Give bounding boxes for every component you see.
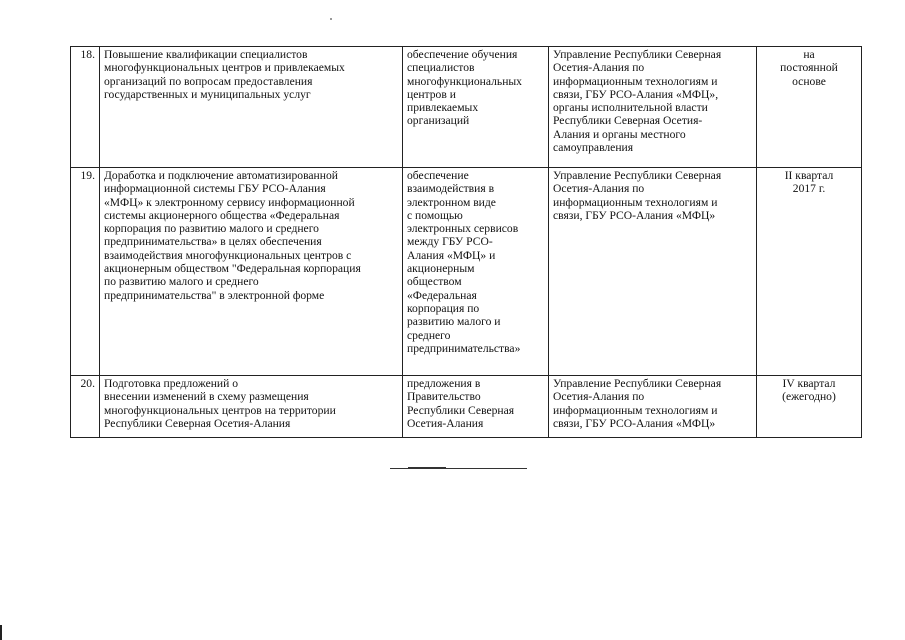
row-number: 18.: [71, 47, 100, 168]
row-number: 20.: [71, 376, 100, 438]
responsible-cell: Управление Республики Северная Осетия-Алания по информационным технологиям и связи, ГБУ РСО-Алания «МФЦ»: [549, 168, 757, 376]
action-cell: Доработка и подключение автоматизированной информационной системы ГБУ РСО-Алания «МФЦ» к электронному сервису информационной системы акционерного общества «Федеральная корпорация по развитию малого и среднего предпринимательства» в целях обеспечения взаимодействия многофункциональных центров с акционерным обществом "Федеральная корпорация по развитию малого и среднего предпринимательства" в электронной форме: [100, 168, 403, 376]
action-cell: Повышение квалификации специалистов многофункциональных центров и привлекаемых организаций по вопросам предоставления государственных и муниципальных услуг: [100, 47, 403, 168]
responsible-cell: Управление Республики Северная Осетия-Алания по информационным технологиям и связи, ГБУ РСО-Алания «МФЦ»: [549, 376, 757, 438]
action-plan-table: [70, 46, 862, 438]
scan-edge-mark: [0, 625, 2, 640]
table-row: [71, 47, 862, 168]
action-cell: Подготовка предложений о внесении изменений в схему размещения многофункциональных центров на территории Республики Северная Осетия-Алания: [100, 376, 403, 438]
table-row: [71, 168, 862, 376]
term-cell: IV квартал (ежегодно): [757, 376, 862, 438]
closing-rule: [390, 468, 527, 469]
term-cell: на постоянной основе: [757, 47, 862, 168]
responsible-cell: Управление Республики Северная Осетия-Алания по информационным технологиям и связи, ГБУ РСО-Алания «МФЦ», органы исполнительной власти Республики Северная Осетия- Алания и органы местного самоуправления: [549, 47, 757, 168]
result-cell: обеспечение обучения специалистов многофункциональных центров и привлекаемых организаций: [403, 47, 549, 168]
term-cell: II квартал 2017 г.: [757, 168, 862, 376]
result-cell: предложения в Правительство Республики Северная Осетия-Алания: [403, 376, 549, 438]
row-number: 19.: [71, 168, 100, 376]
scan-speck: [330, 18, 332, 20]
closing-rule-accent: [408, 467, 446, 468]
result-cell: обеспечение взаимодействия в электронном виде с помощью электронных сервисов между ГБУ РСО- Алания «МФЦ» и акционерным обществом «Федеральная корпорация по развитию малого и среднего предпринимательства»: [403, 168, 549, 376]
table-row: [71, 376, 862, 438]
